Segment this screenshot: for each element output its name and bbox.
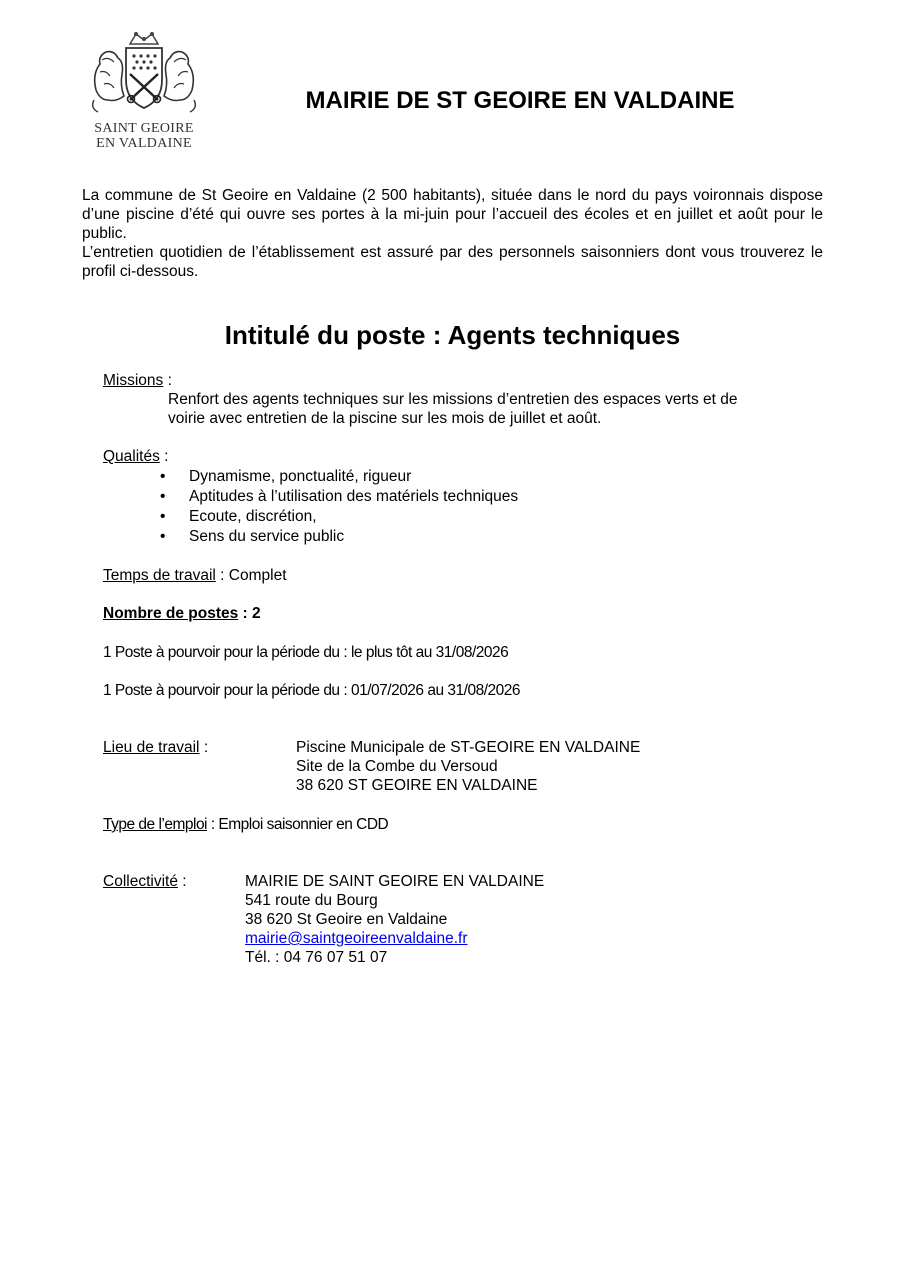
- lieu-line3: 38 620 ST GEOIRE EN VALDAINE: [296, 777, 538, 794]
- collectivite-heading: [103, 872, 187, 891]
- lieu-heading: [103, 738, 208, 757]
- poste-line-2: 1 Poste à pourvoir pour la période du : 01/07/2026 au 31/08/2026: [103, 682, 520, 699]
- qualites-list: [160, 467, 518, 547]
- missions-heading: [103, 371, 172, 390]
- logo-text-line1: SAINT GEOIRE: [94, 121, 194, 136]
- type-emploi-value: : Emploi saisonnier en CDD: [207, 816, 389, 833]
- intro-text: [82, 186, 823, 281]
- qualites-suffix: :: [159, 448, 169, 465]
- list-item: • Sens du service public: [160, 528, 345, 545]
- qualites-heading: [103, 447, 169, 466]
- coat-of-arms-icon: [86, 30, 202, 122]
- temps-label: Temps de travail: [103, 567, 216, 584]
- collectivite-phone: Tél. : 04 76 07 51 07: [245, 949, 388, 966]
- collectivite-line1: MAIRIE DE SAINT GEOIRE EN VALDAINE: [245, 873, 545, 890]
- type-emploi: [103, 815, 388, 834]
- job-title: Intitulé du poste : Agents techniques: [224, 320, 681, 350]
- missions-label: Missions: [103, 372, 164, 389]
- missions-text-line1: Renfort des agents techniques sur les missions d’entretien des espaces verts et de: [168, 391, 738, 408]
- list-item: • Ecoute, discrétion,: [160, 508, 317, 525]
- qualites-label: Qualités: [103, 448, 160, 465]
- intro-paragraph-2: L’entretien quotidien de l’établissement est assuré par des personnels saisonniers dont vous trouverez le profil ci-dessous.: [82, 244, 823, 280]
- lieu-line2: Site de la Combe du Versoud: [296, 758, 498, 775]
- temps-travail: [103, 566, 287, 585]
- missions-suffix: :: [163, 372, 172, 389]
- collectivite-label: Collectivité: [103, 873, 178, 890]
- qualite-text: Dynamisme, ponctualité, rigueur: [189, 468, 412, 485]
- collectivite-email-row: [245, 929, 468, 948]
- qualite-text: Ecoute, discrétion,: [189, 508, 317, 525]
- type-emploi-label: Type de l’emploi: [103, 816, 208, 833]
- logo-text-line2: EN VALDAINE: [96, 136, 192, 151]
- lieu-suffix: :: [199, 739, 209, 756]
- collectivite-line3: 38 620 St Geoire en Valdaine: [245, 911, 448, 928]
- qualite-text: Sens du service public: [189, 528, 345, 545]
- lieu-line1: Piscine Municipale de ST-GEOIRE EN VALDAINE: [296, 739, 641, 756]
- page-title: MAIRIE DE ST GEOIRE EN VALDAINE: [305, 87, 735, 114]
- missions-text-line2: voirie avec entretien de la piscine sur les mois de juillet et août.: [168, 410, 602, 427]
- temps-value: : Complet: [215, 567, 287, 584]
- intro-paragraph-1: La commune de St Geoire en Valdaine (2 500 habitants), située dans le nord du pays voironnais dispose d’une piscine d’été qui ouvre ses portes à la mi-juin pour l’accueil des écoles et en juillet et août pour le public.: [82, 187, 823, 242]
- nombre-label: Nombre de postes: [103, 605, 239, 622]
- email-link[interactable]: mairie@saintgeoireenvaldaine.fr: [245, 930, 468, 947]
- municipal-logo: [86, 30, 202, 155]
- collectivite-suffix: :: [177, 873, 187, 890]
- collectivite-line2: 541 route du Bourg: [245, 892, 378, 909]
- list-item: • Aptitudes à l’utilisation des matériels techniques: [160, 488, 519, 505]
- qualite-text: Aptitudes à l’utilisation des matériels techniques: [189, 488, 519, 505]
- poste-line-1: 1 Poste à pourvoir pour la période du : le plus tôt au 31/08/2026: [103, 644, 509, 661]
- list-item: • Dynamisme, ponctualité, rigueur: [160, 468, 412, 485]
- nombre-postes: [103, 604, 261, 623]
- lieu-label: Lieu de travail: [103, 739, 200, 756]
- nombre-value: : 2: [238, 605, 261, 622]
